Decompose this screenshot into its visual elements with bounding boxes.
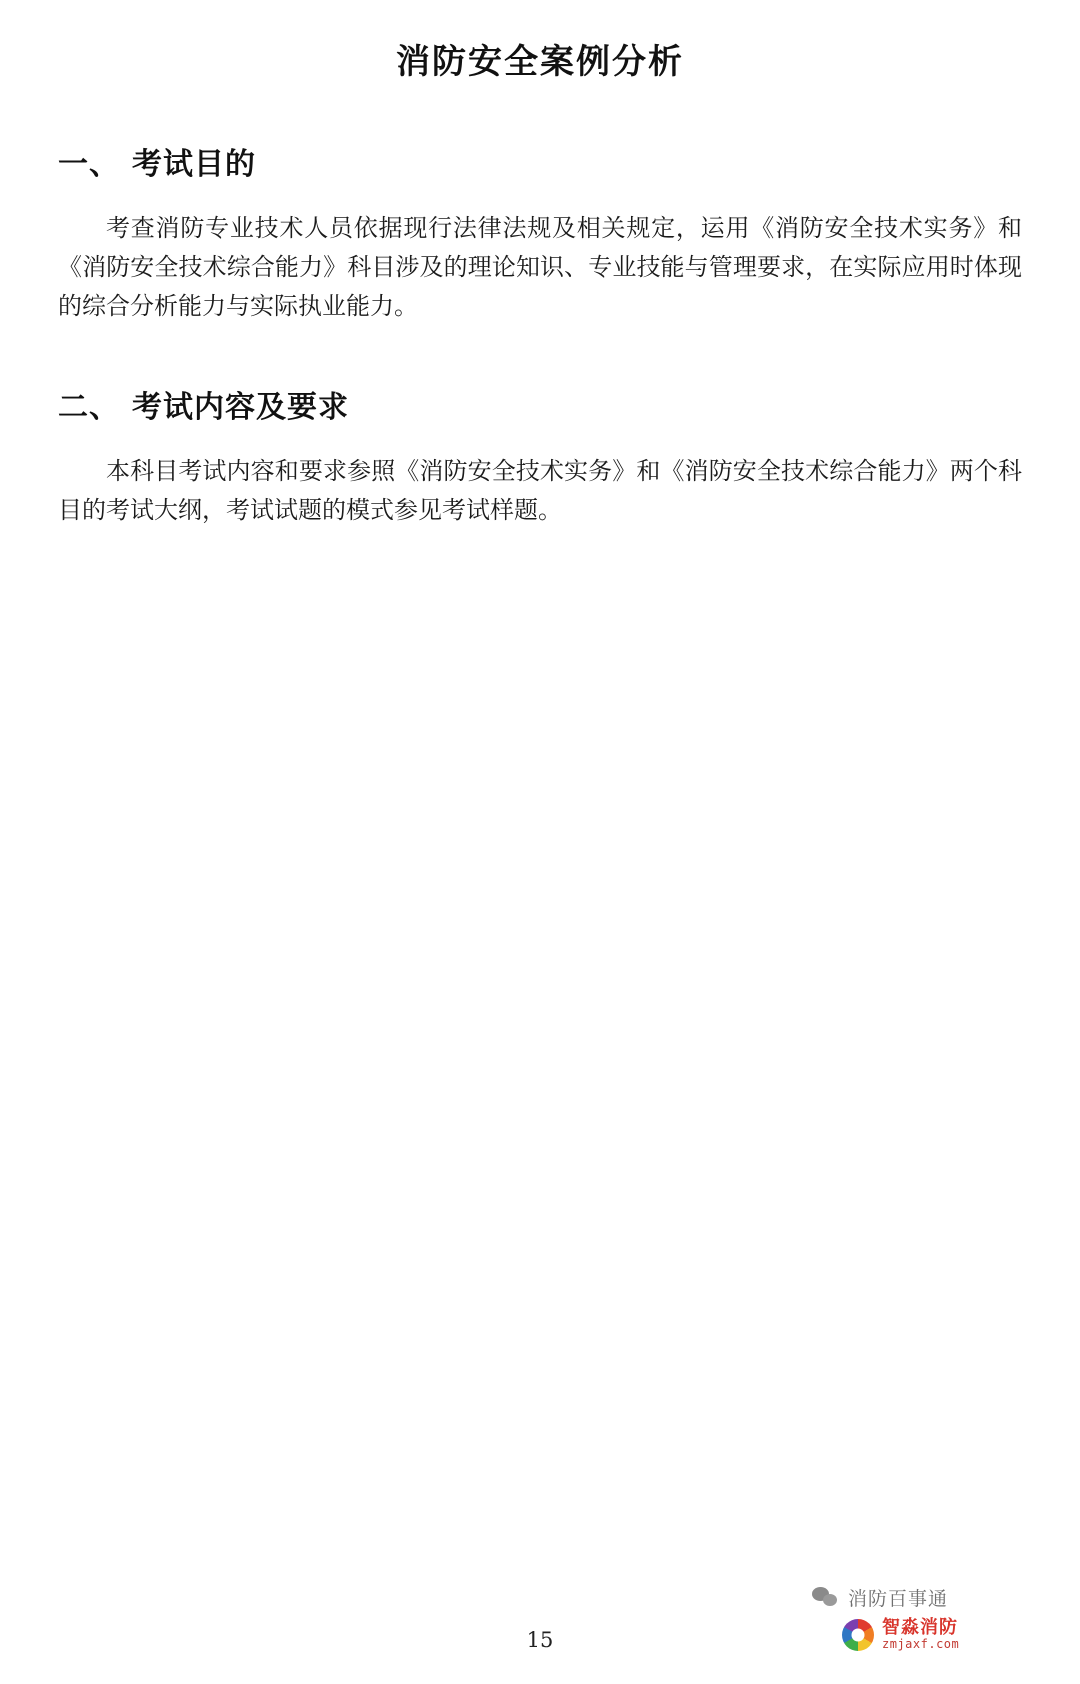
brand-logo-icon [842,1619,874,1651]
section-heading-2 [58,382,1022,426]
section-number-2: 二、 [58,389,120,425]
section-title-2: 考试内容及要求 [132,389,349,425]
watermark-brand-url: zmjaxf.com [882,1637,960,1652]
watermark-wechat-row [812,1584,1062,1611]
section-heading-1 [58,139,1022,183]
page-title: 消防安全案例分析 [396,42,684,82]
watermark [812,1584,1062,1670]
section-1-paragraph-1: 考查消防专业技术人员依据现行法律法规及相关规定，运用《消防安全技术实务》和《消防安全技术综合能力》科目涉及的理论知识、专业技能与管理要求，在实际应用时体现的综合分析能力与实际执业能力。 [58,214,1022,320]
section-number-1: 一、 [58,147,120,182]
watermark-brand-name: 智淼消防 [882,1617,958,1639]
watermark-wechat-label: 消防百事通 [848,1588,949,1610]
page-number: 15 [526,1628,554,1652]
wechat-icon [812,1587,838,1609]
document-body [0,139,1080,529]
section-2-paragraph-1: 本科目考试内容和要求参照《消防安全技术实务》和《消防安全技术综合能力》两个科目的考试大纲，考试试题的模式参见考试样题。 [58,456,1022,524]
watermark-brand [842,1619,1062,1651]
section-title-1: 考试目的 [132,147,256,182]
watermark-brand-text [882,1619,959,1650]
